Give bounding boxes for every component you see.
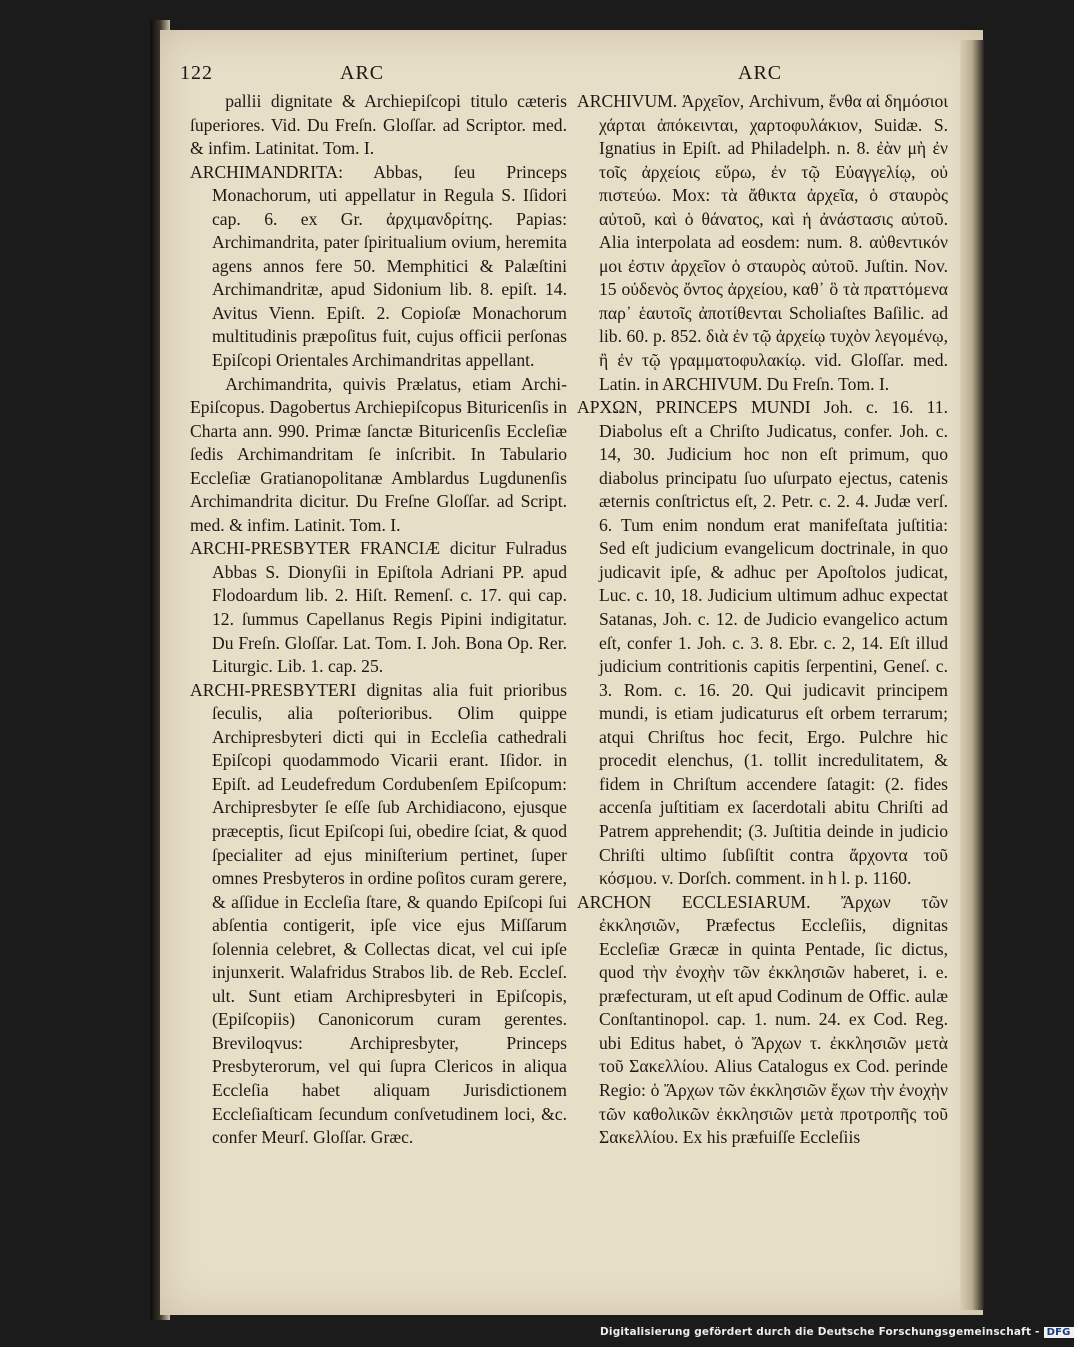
left-column: [190, 90, 567, 1150]
running-head-right: ARC: [738, 62, 783, 84]
entry-archon-ecclesiarum: ARCHON ECCLESIARUM. Ἄρχων τῶν ἐκκλησιῶν, Præfectus Eccleſiis, dignitas Eccleſiæ Græcæ in quinta Pentade, ſic dictus, quod τὴν ἐνοχὴν τῶν ἐκκλησιῶν haberet, i. e. præfecturam, ut eſt apud Codinum de Offic. aulæ Conſtantinopol. cap. 1. num. 24. ex Cod. Reg. ubi Editus habet, ὁ Ἄρχων τ. ἐκκλησιῶν μετὰ τοῦ Σακελλίου. Alius Catalogus ex Cod. perinde Regio: ὁ Ἄρχων τῶν ἐκκλησιῶν ἔχων τὴν ἐνοχὴν τῶν καθολικῶν ἐκκλησιῶν μετὰ προτροπῆς τοῦ Σακελλίου. Ex his præfuiſſe Eccleſiis: [577, 891, 948, 1148]
entry-archon-princeps-mundi: ΑΡΧΩΝ, PRINCEPS MUNDI Joh. c. 16. 11. Diabolus eſt a Chriſto Judicatus, confer. Joh. c. 14, 30. Judicium hoc non eſt primum, quo diabolus principatu ſuo uſurpato ejectus, catenis æternis conſtrictus eſt, 2. Petr. c. 2. 4. Judæ verſ. 6. Tum enim nondum erat manifeſtata juſtitia: Sed eſt judicium evangelicum doctrinale, in quo judicavit ipſe, & adhuc per Apoſtolos judicat, Luc. c. 10, 18. Judicium ultimum adhuc expectat Satanas, Joh. c. 12. de Judicio evangelico actum eſt, confer 1. Joh. c. 3. 8. Ebr. c. 2, 14. Eſt illud judicium contritionis capitis ſerpentini, Geneſ. c. 3. Rom. c. 16. 20. Qui judicavit principem mundi, is etiam judicaturus eſt orbem terrarum; atqui Chriſtus hoc fecit, Ergo. Pulchre hic procedit elenchus, (1. tollit incredulitatem, & fidem in Chriſtum accendere ſatagit: (2. fides accenſa juſtitiam ex ſacerdotali abitu Chriſti ad Patrem apprehendit; (3. Juſtitia deinde in judicio Chriſti ultimo ſubſiſtit contra ἄρχοντα τοῦ κόσμου. v. Dorſch. comment. in h l. p. 1160.: [577, 397, 948, 889]
right-column: [577, 90, 948, 1150]
entry-archimandrita: ARCHIMANDRITA: Abbas, ſeu Princeps Monachorum, uti appellatur in Regula S. Iſidori cap. 6. ex Gr. ἀρχιμανδρίτης. Papias: Archimandrita, pater ſpiritualium ovium, heremita agens annos fere 50. Memphitici & Palæſtini Archimandritæ, apud Sidonium lib. 8. epiſt. 14. Avitus Vienn. Epiſt. 2. Copioſæ Monachorum multitudinis præpoſitus fuit, cujus officii perſonas Epiſcopi Orientales Archimandritas appellant.: [190, 161, 567, 371]
page-edge-shadow: [960, 40, 984, 1310]
dfg-logo: DFG: [1044, 1327, 1074, 1338]
page-number: 122: [180, 62, 213, 84]
footer-text: Digitalisierung gefördert durch die Deutsche Forschungsgemeinschaft -: [600, 1326, 1040, 1338]
running-head-left: ARC: [340, 62, 385, 84]
entry-continuation: pallii dignitate & Archiepiſcopi titulo cæteris ſuperiores. Vid. Du Freſn. Gloſſar. ad Scriptor. med. & infim. Latinitat. Tom. I.: [190, 91, 567, 159]
entry-archivum: ARCHIVUM. Ἀρχεῖον, Archivum, ἔνθα αἱ δημόσιοι χάρται ἀπόκεινται, χαρτοφυλάκιον, Suidæ. S. Ignatius in Epiſt. ad Philadelph. n. 8. ἐὰν μὴ ἐν τοῖς ἀρχείοις εὕρω, ἐν τῷ Εὐαγγελίῳ, οὐ πιστεύω. Mox: τὰ ἄθικτα ἀρχεῖα, ὁ σταυρὸς αὐτοῦ, καὶ ὁ θάνατος, καὶ ἡ ἀνάστασις αὐτοῦ. Alia interpolata ad eosdem: num. 8. αὐθεντικόν μοι ἐστιν ἀρχεῖον ὁ σταυρὸς αὐτοῦ. Juſtin. Nov. 15 οὐδενὸς ὄντος ἀρχείου, καθ᾽ ὃ τὰ πραττόμενα παρ᾽ ἑαυτοῖς ἀποτίθενται Scholiaſtes Baſilic. ad lib. 60. p. 852. διὰ ἐν τῷ ἀρχείῳ τυχὸν λεγομένῳ, ἢ ἐν τῷ γραμματοφυλακίῳ. vid. Gloſſar. med. Latin. in ARCHIVUM. Du Freſn. Tom. I.: [577, 91, 948, 394]
entry-archi-presbyteri: ARCHI-PRESBYTERI dignitas alia fuit prioribus ſeculis, alia poſterioribus. Olim quippe Archipresbyteri dicti qui in Eccleſia cathedrali Epiſcopi quodammodo Vicarii erant. Iſidor. in Epiſt. ad Leudefredum Cordubenſem Epiſcopum: Archipresbyter ſe eſſe ſub Archidiacono, ejusque præceptis, ſicut Epiſcopi ſui, obedire ſciat, & quod ſpecialiter ad ejus miniſterium pertinet, ſuper omnes Presbyteros in ordine poſitos curam gerere, & aſſidue in Eccleſia ſtare, & quando Epiſcopi ſui abſentia contigerit, ipſe vice ejus Miſſarum ſolennia celebret, & Collectas dicat, vel cui ipſe injunxerit. Walafridus Strabos lib. de Reb. Eccleſ. ult. Sunt etiam Archipresbyteri in Epiſcopis, (Epiſcopiis) Canonicorum curam gerentes. Breviloqvus: Archipresbyter, Princeps Presbyterorum, vel qui ſupra Clericos in aliqua Eccleſia habet aliquam Jurisdictionem Eccleſiaſticam ſecundum conſvetudinem loci, &c. confer Meurſ. Gloſſar. Græc.: [190, 679, 567, 1148]
entry-archimandrita-sense-2: Archimandrita, quivis Prælatus, etiam Archi-Epiſcopus. Dagobertus Archiepiſcopus Bituricenſis in Charta ann. 990. Primæ ſanctæ Bituricenſis Eccleſiæ ſedis Archimandritam ſe inſcribit. In Tabulario Eccleſiæ Gratianopolitanæ Amblardus Lugdunenſis Archimandrita dicitur. Du Freſne Gloſſar. ad Script. med. & infim. Latinit. Tom. I.: [190, 373, 567, 535]
entry-archi-presbyter-franciae: ARCHI-PRESBYTER FRANCIÆ dicitur Fulradus Abbas S. Dionyſii in Epiſtola Adriani PP. apud Flodoardum lib. 2. Hiſt. Remenſ. c. 17. qui cap. 12. ſummus Capellanus Regis Pipini indigitatur. Du Freſn. Gloſſar. Lat. Tom. I. Joh. Bona Op. Rer. Liturgic. Lib. 1. cap. 25.: [190, 538, 567, 677]
digitization-footer: [600, 1326, 1071, 1344]
